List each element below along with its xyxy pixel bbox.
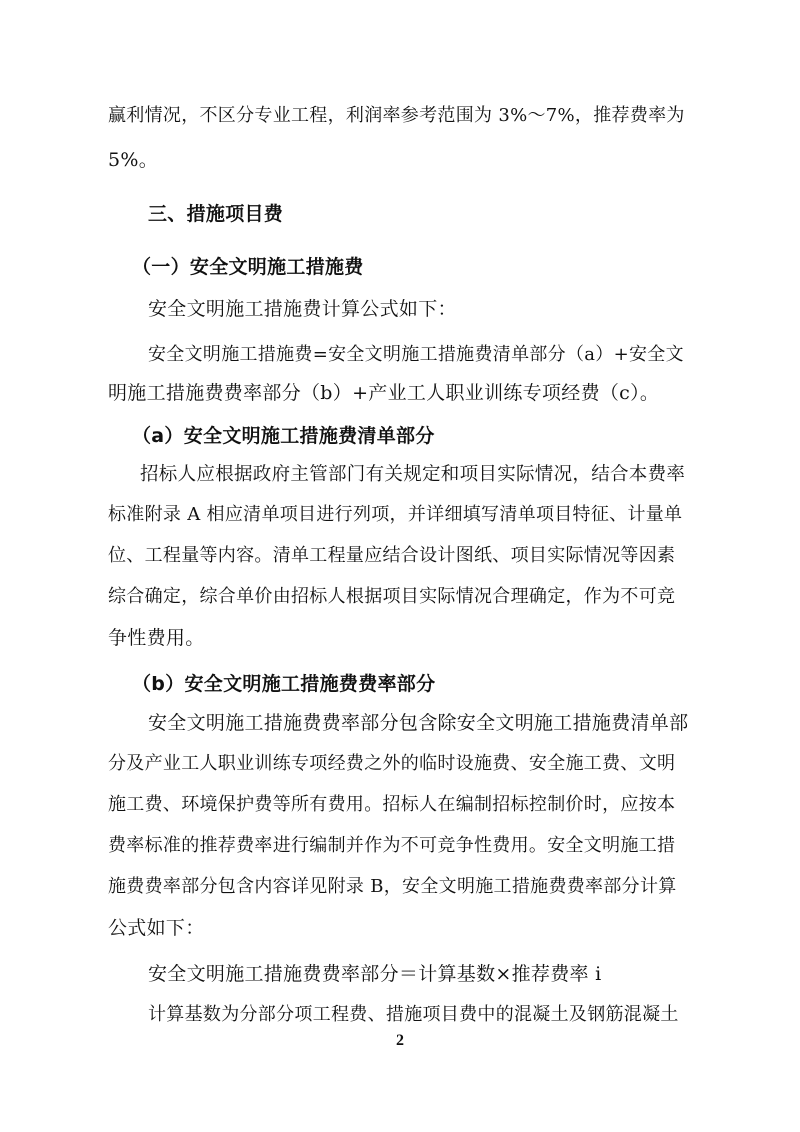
paragraph-line: 分及产业工人职业训练专项经费之外的临时设施费、安全施工费、文明 xyxy=(108,753,676,774)
page-number: 2 xyxy=(396,1032,404,1049)
paragraph-line: 安全文明施工措施费计算公式如下： xyxy=(148,298,457,320)
subsection-heading: （a）安全文明施工措施费清单部分 xyxy=(132,425,435,447)
paragraph-line: 5%。 xyxy=(108,149,159,171)
paragraph-line: 费率标准的推荐费率进行编制并作为不可竞争性费用。安全文明施工措 xyxy=(108,835,676,856)
formula-line: 安全文明施工措施费费率部分＝计算基数×推荐费率 i xyxy=(148,963,602,985)
formula-line: 明施工措施费费率部分（b）+产业工人职业训练专项经费（c）。 xyxy=(108,382,660,404)
paragraph-line: 赢利情况，不区分专业工程，利润率参考范围为 3%～7%，推荐费率为 xyxy=(108,105,685,126)
paragraph-line: 综合确定，综合单价由招标人根据项目实际情况合理确定，作为不可竞 xyxy=(108,586,676,607)
subsection-heading: （b）安全文明施工措施费费率部分 xyxy=(132,673,436,695)
paragraph-line: 位、工程量等内容。清单工程量应结合设计图纸、项目实际情况等因素 xyxy=(108,545,676,566)
paragraph-line: 争性费用。 xyxy=(108,627,205,649)
paragraph-line: 施工费、环境保护费等所有费用。招标人在编制招标控制价时，应按本 xyxy=(108,794,676,815)
section-heading: 三、措施项目费 xyxy=(148,203,284,225)
paragraph-line: 招标人应根据政府主管部门有关规定和项目实际情况，结合本费率 xyxy=(140,464,686,485)
paragraph-line: 标准附录 A 相应清单项目进行列项，并详细填写清单项目特征、计量单 xyxy=(108,504,683,525)
paragraph-line: 公式如下： xyxy=(108,917,205,939)
paragraph-line: 施费费率部分包含内容详见附录 B，安全文明施工措施费费率部分计算 xyxy=(108,876,677,897)
paragraph-line: 计算基数为分部分项工程费、措施项目费中的混凝土及钢筋混凝土 xyxy=(148,1004,679,1025)
formula-line: 安全文明施工措施费=安全文明施工措施费清单部分（a）+安全文 xyxy=(148,344,684,365)
subsection-heading: （一）安全文明施工措施费 xyxy=(132,256,364,278)
paragraph-line: 安全文明施工措施费费率部分包含除安全文明施工措施费清单部 xyxy=(148,712,689,734)
